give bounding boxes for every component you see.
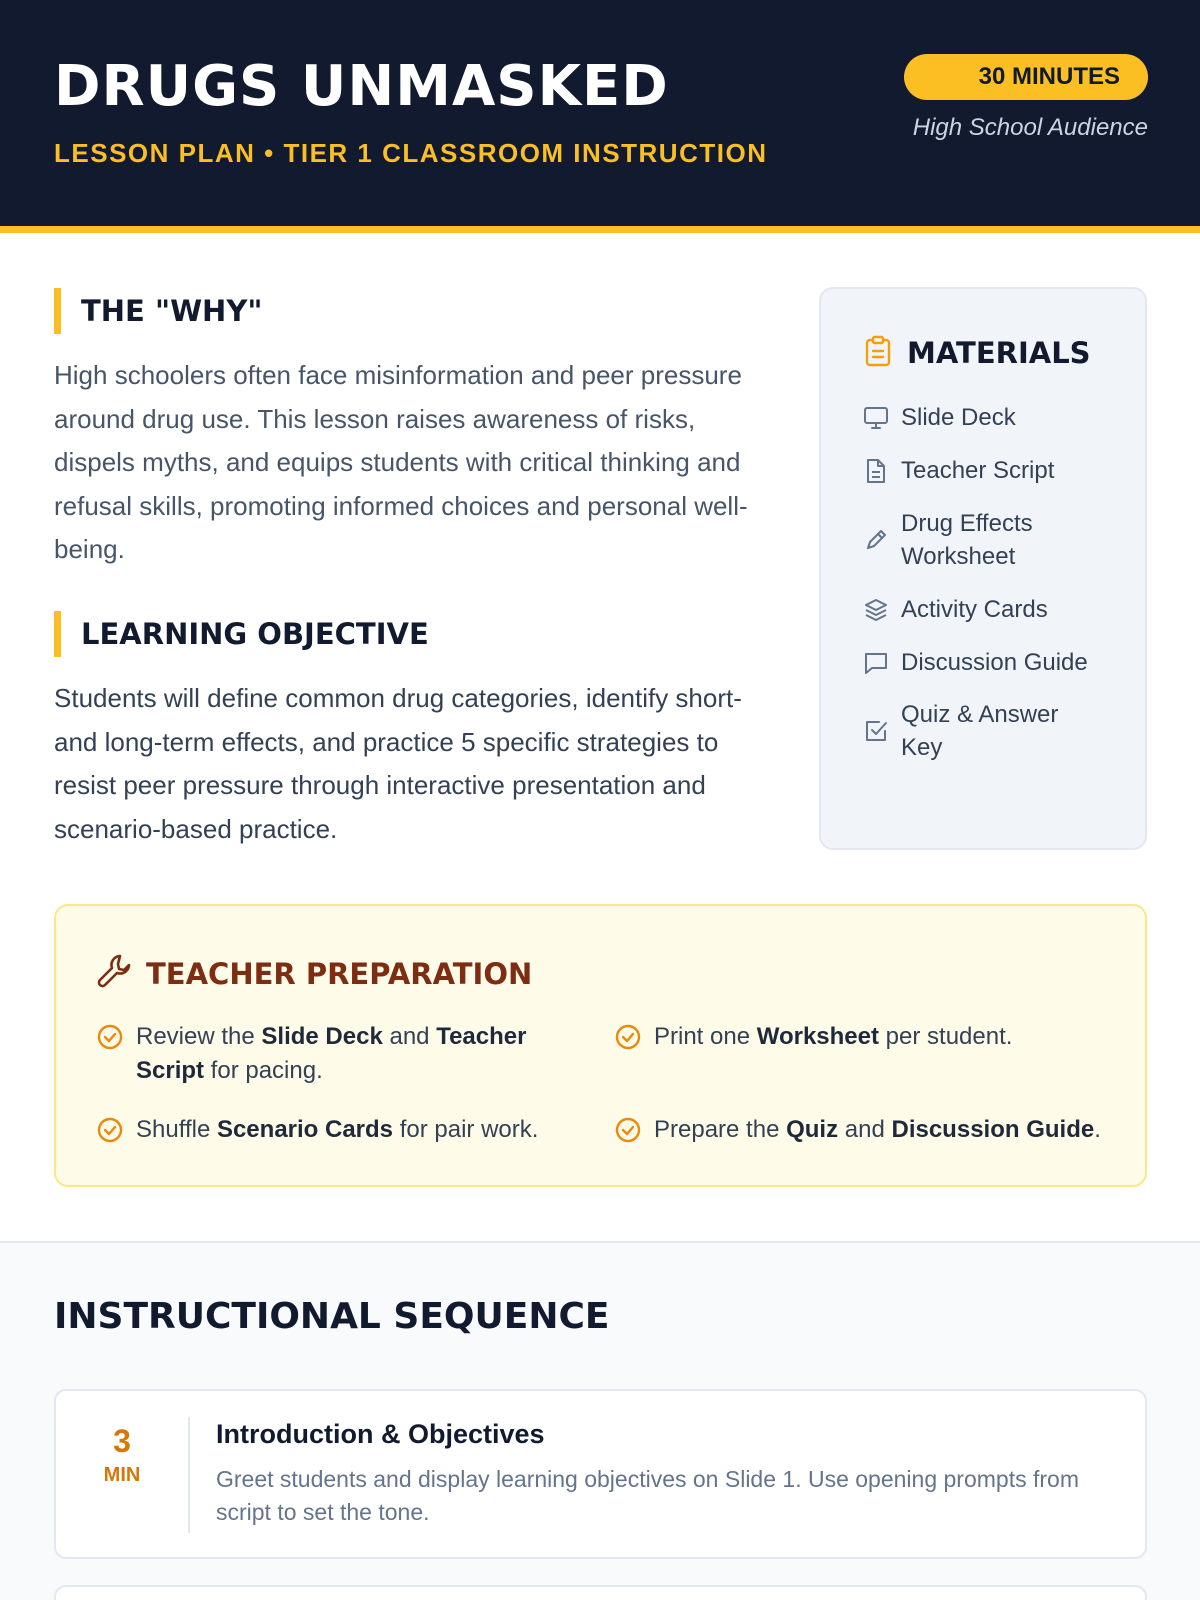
audience-label: High School Audience [912, 114, 1148, 141]
prep-item [96, 1113, 576, 1147]
header-accent-stripe [0, 226, 1200, 233]
materials-header [863, 333, 1091, 373]
pencil-icon [863, 527, 889, 553]
checkbox-icon [863, 718, 889, 744]
prep-item-text: Shuffle Scenario Cards for pair work. [136, 1116, 539, 1143]
step-description: Greet students and display learning objectives on Slide 1. Use opening prompts from script to set the tone. [216, 1466, 1079, 1525]
material-label: Drug Effects Worksheet [901, 510, 1033, 570]
materials-card [819, 287, 1147, 850]
material-label: Quiz & Answer Key [901, 701, 1059, 761]
check-circle-icon [614, 1023, 642, 1051]
material-item [863, 698, 1133, 764]
prep-header [96, 952, 532, 995]
sequence-title: INSTRUCTIONAL SEQUENCE [54, 1296, 610, 1337]
objective-text: Students will define common drug categories, identify short- and long-term effects, and practice 5 specific strategies to resist peer pressure through interactive presentation and scenario-based practice. [54, 683, 742, 844]
material-label: Activity Cards [901, 596, 1048, 623]
step-duration [86, 1421, 158, 1489]
material-label: Discussion Guide [901, 649, 1088, 676]
teacher-preparation-card [54, 904, 1147, 1187]
material-item [863, 401, 1133, 434]
prep-item-text: Review the Slide Deck and Teacher Script for pacing. [136, 1023, 527, 1084]
objective-heading: LEARNING OBJECTIVE [54, 611, 429, 657]
material-label: Slide Deck [901, 404, 1016, 431]
sequence-step-card-partial [54, 1585, 1147, 1600]
page-subtitle: LESSON PLAN • TIER 1 CLASSROOM INSTRUCTION [54, 138, 768, 168]
prep-item [614, 1020, 1114, 1054]
step-divider [188, 1417, 190, 1533]
prep-item [96, 1020, 556, 1088]
material-item [863, 454, 1133, 487]
monitor-icon [863, 405, 889, 431]
header-banner [0, 0, 1200, 226]
sequence-step-card [54, 1389, 1147, 1559]
prep-item-text: Prepare the Quiz and Discussion Guide. [654, 1116, 1101, 1143]
check-circle-icon [614, 1116, 642, 1144]
step-title: Introduction & Objectives [216, 1419, 545, 1449]
clipboard-icon [863, 335, 893, 372]
materials-title: MATERIALS [907, 336, 1091, 370]
material-item [863, 593, 1133, 626]
material-label: Teacher Script [901, 457, 1055, 484]
page-title: DRUGS UNMASKED [54, 54, 669, 119]
document-icon [863, 458, 889, 484]
check-circle-icon [96, 1023, 124, 1051]
wrench-icon [96, 952, 134, 995]
why-text: High schoolers often face misinformation and peer pressure around drug use. This lesson raises awareness of risks, dispels myths, and equips students with critical thinking and refusal skills, promoting informed choices and personal well-being. [54, 360, 748, 564]
prep-title: TEACHER PREPARATION [146, 956, 533, 991]
step-minutes: 3 [113, 1423, 131, 1459]
prep-item [614, 1113, 1134, 1147]
prep-item-text: Print one Worksheet per student. [654, 1023, 1013, 1050]
step-minutes-unit: MIN [103, 1464, 141, 1486]
check-circle-icon [96, 1116, 124, 1144]
duration-badge: 30 MINUTES [904, 54, 1148, 100]
why-heading: THE "WHY" [54, 288, 262, 334]
material-item [863, 646, 1133, 679]
material-item [863, 507, 1133, 573]
layers-icon [863, 597, 889, 623]
chat-bubble-icon [863, 650, 889, 676]
